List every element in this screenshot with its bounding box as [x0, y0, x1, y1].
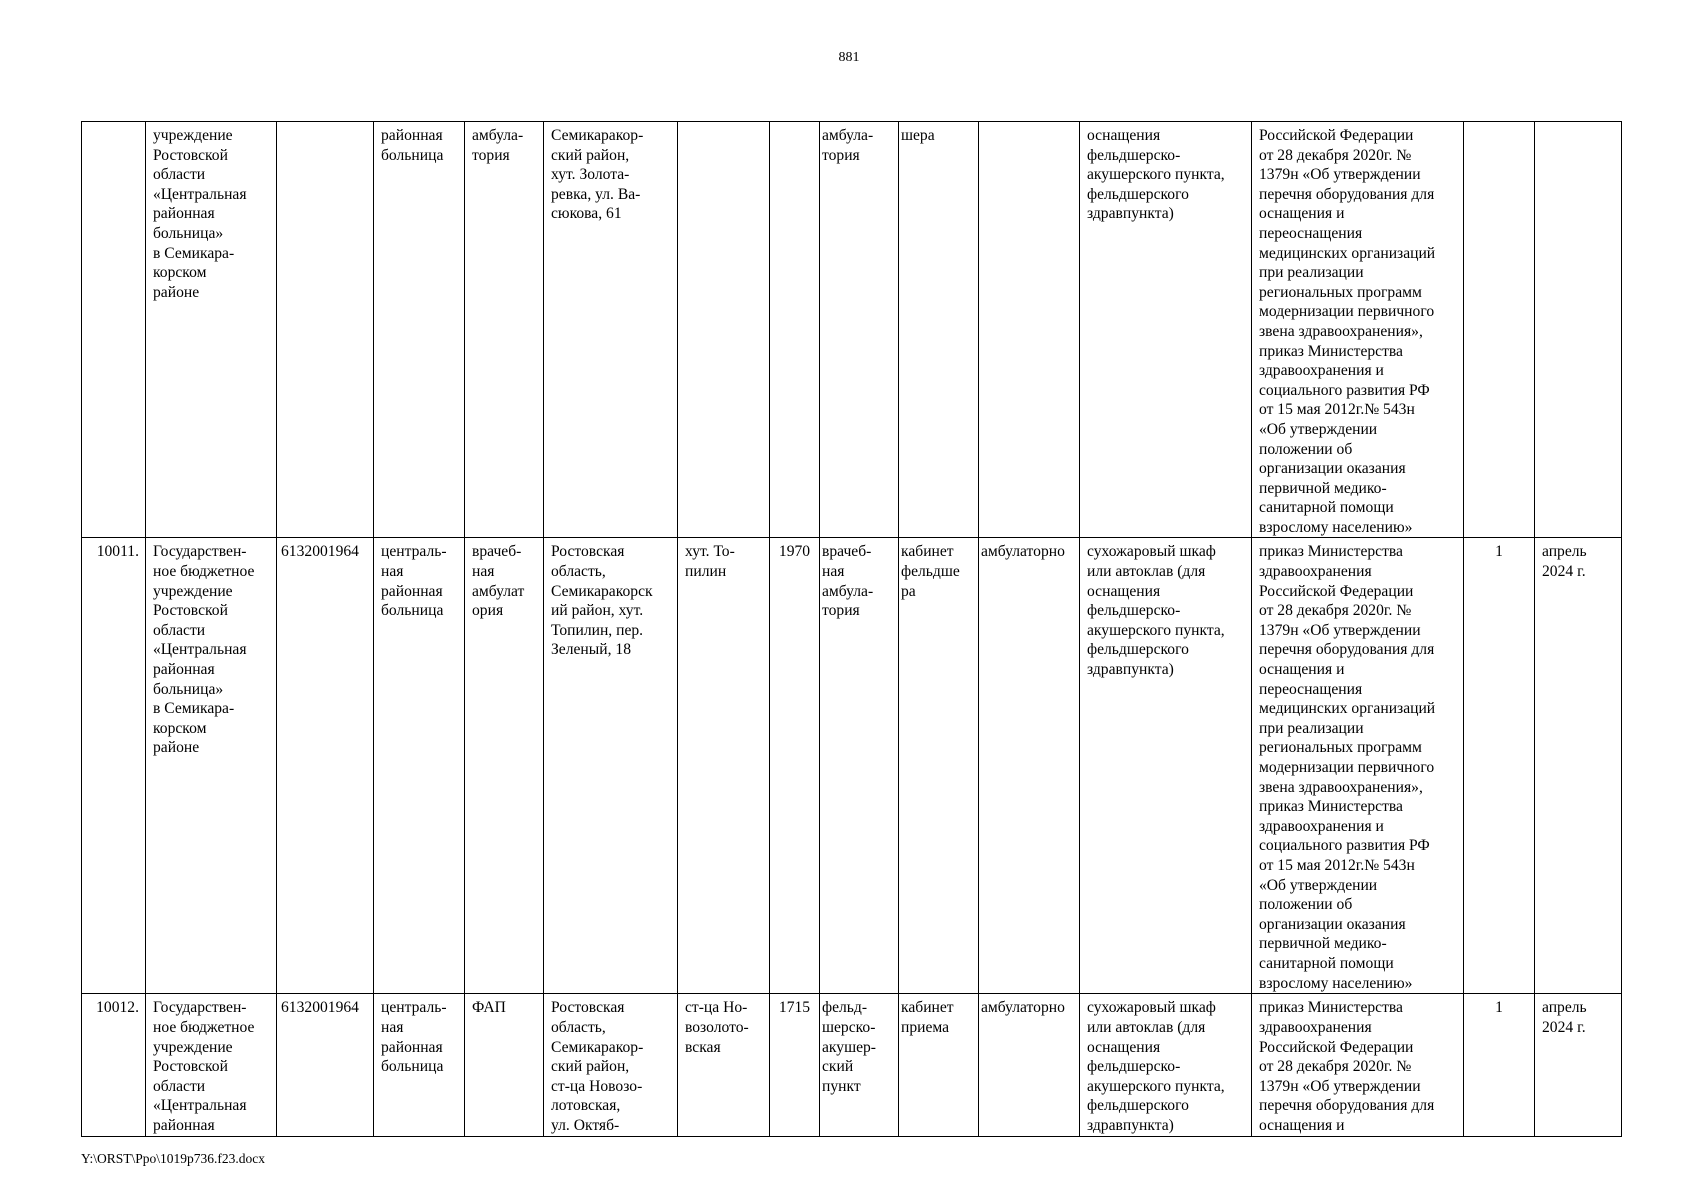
table-row — [82, 122, 1622, 538]
settlement-cell: хут. То- пилин — [678, 538, 770, 994]
term-cell: апрель 2024 г. — [1535, 538, 1622, 994]
equipment-cell: оснащения фельдшерско- акушерского пункта, фельдшерского здравпункта) — [1080, 122, 1252, 538]
quantity-cell — [1464, 122, 1535, 538]
organization-cell: Государствен- ное бюджетное учреждение Ростовской области «Центральная районная больница» в Семикара- корском районе — [146, 538, 277, 994]
institution-type-cell: централь- ная районная больница — [374, 538, 465, 994]
organization-cell: Государствен- ное бюджетное учреждение Ростовской области «Центральная районная — [146, 994, 277, 1137]
equipment-cell: сухожаровый шкаф или автоклав (для оснащения фельдшерско- акушерского пункта, фельдшерского здравпункта) — [1080, 538, 1252, 994]
address-cell: Ростовская область, Семикаракор- ский район, ст-ца Новозо- лотовская, ул. Октяб- — [544, 994, 678, 1137]
page-number: 881 — [838, 50, 860, 65]
unit-type-cell: врачеб- ная амбула- тория — [820, 538, 899, 994]
address-cell: Ростовская область, Семикаракорск ий район, хут. Топилин, пер. Зеленый, 18 — [544, 538, 678, 994]
quantity-cell: 1 — [1464, 538, 1535, 994]
settlement-cell: ст-ца Но- возолото- вская — [678, 994, 770, 1137]
organization-cell: учреждение Ростовской области «Центральная районная больница» в Семикара- корском районе — [146, 122, 277, 538]
room-cell: кабинет фельдше ра — [899, 538, 979, 994]
legal-basis-cell: приказ Министерства здравоохранения Российской Федерации от 28 декабря 2020г. № 1379н «Об утверждении перечня оборудования для оснащения и переоснащения медицинских организаций при реализации региональных программ модернизации первичного звена здравоохранения», приказ Министерства здравоохранения и социального развития РФ от 15 мая 2012г.№ 543н «Об утверждении положении об организации оказания первичной медико- санитарной помощи взрослому населению» — [1252, 538, 1464, 994]
year-cell — [770, 122, 820, 538]
equipment-cell: сухожаровый шкаф или автоклав (для оснащения фельдшерско- акушерского пункта, фельдшерского здравпункта) — [1080, 994, 1252, 1137]
row-number-cell — [82, 122, 146, 538]
division-cell: врачеб- ная амбулат ория — [465, 538, 544, 994]
quantity-cell: 1 — [1464, 994, 1535, 1137]
care-type-cell: амбулаторно — [979, 538, 1080, 994]
year-cell: 1715 — [770, 994, 820, 1137]
division-cell: амбула- тория — [465, 122, 544, 538]
unit-type-cell: фельд- шерско- акушер- ский пункт — [820, 994, 899, 1137]
unit-type-cell: амбула- тория — [820, 122, 899, 538]
table-row — [82, 994, 1622, 1137]
room-cell: шера — [899, 122, 979, 538]
legal-basis-cell: приказ Министерства здравоохранения Российской Федерации от 28 декабря 2020г. № 1379н «Об утверждении перечня оборудования для оснащения и — [1252, 994, 1464, 1137]
address-cell: Семикаракор- ский район, хут. Золота- ревка, ул. Ва- сюкова, 61 — [544, 122, 678, 538]
row-number-cell: 10012. — [82, 994, 146, 1137]
room-cell: кабинет приема — [899, 994, 979, 1137]
settlement-cell — [678, 122, 770, 538]
term-cell: апрель 2024 г. — [1535, 994, 1622, 1137]
inn-cell: 6132001964 — [277, 538, 374, 994]
institution-type-cell: централь- ная районная больница — [374, 994, 465, 1137]
legal-basis-cell: Российской Федерации от 28 декабря 2020г. № 1379н «Об утверждении перечня оборудования для оснащения и переоснащения медицинских организаций при реализации региональных программ модернизации первичного звена здравоохранения», приказ Министерства здравоохранения и социального развития РФ от 15 мая 2012г.№ 543н «Об утверждении положении об организации оказания первичной медико- санитарной помощи взрослому населению» — [1252, 122, 1464, 538]
term-cell — [1535, 122, 1622, 538]
row-number-cell: 10011. — [82, 538, 146, 994]
institution-type-cell: районная больница — [374, 122, 465, 538]
registry-table — [81, 121, 1622, 1137]
division-cell: ФАП — [465, 994, 544, 1137]
inn-cell — [277, 122, 374, 538]
care-type-cell: амбулаторно — [979, 994, 1080, 1137]
table-row — [82, 538, 1622, 994]
care-type-cell — [979, 122, 1080, 538]
year-cell: 1970 — [770, 538, 820, 994]
inn-cell: 6132001964 — [277, 994, 374, 1137]
footer-file-path: Y:\ORST\Ppo\1019p736.f23.docx — [81, 1151, 266, 1166]
